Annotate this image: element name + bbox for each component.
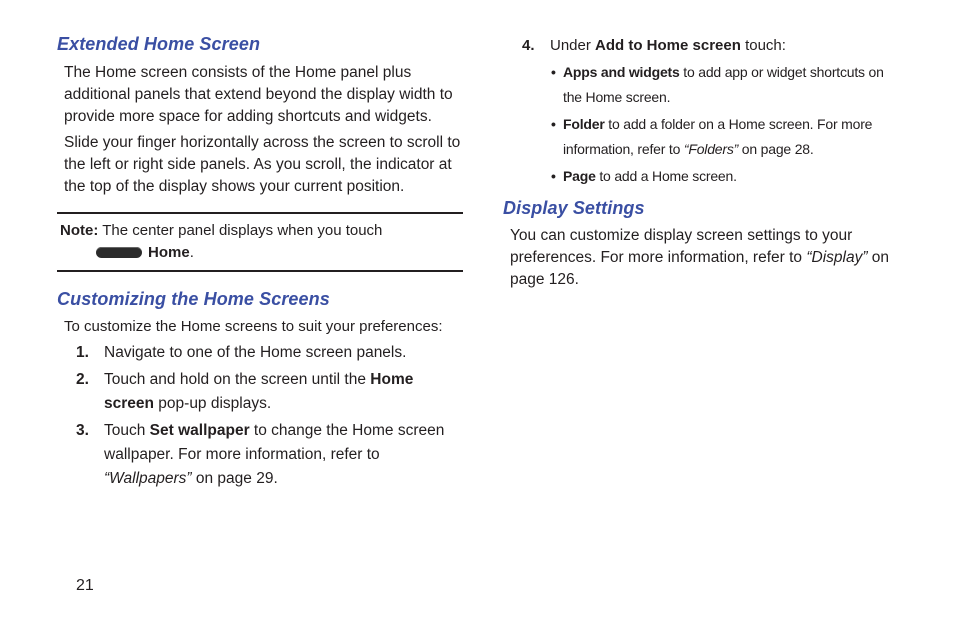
paragraph-customize-intro: To customize the Home screens to suit your preferences: [64, 318, 443, 335]
note-home-label: Home [148, 244, 190, 261]
left-column [57, 34, 463, 491]
list-item: 3. Touch Set wallpaper to change the Home screen wallpaper. For more information, refer to “Wallpapers” on page 29. [76, 422, 445, 487]
paragraph-slide-finger: Slide your finger horizontally across the screen to scroll to the left or right side panels. As you scroll, the indicator at the top of the display shows your current position. [64, 134, 461, 195]
note-box: Note: The center panel displays when you touch Home. [57, 212, 463, 272]
paragraph-home-screen-panels: The Home screen consists of the Home panel plus additional panels that extend beyond the display width to provide more space for adding shortcuts and widgets. [64, 64, 453, 125]
list-item: 1. Navigate to one of the Home screen panels. [76, 344, 407, 361]
list-item: • Apps and widgets to add app or widget shortcuts on the Home screen. [551, 64, 884, 105]
list-item: • Page to add a Home screen. [551, 168, 737, 184]
section-title-extended-home-screen: Extended Home Screen [57, 34, 261, 54]
paragraph-display-settings: You can customize display screen settings to your preferences. For more information, refer to “Display” on page 126. [510, 227, 890, 288]
section-title-customizing-home-screens: Customizing the Home Screens [57, 289, 330, 309]
section-title-display-settings: Display Settings [503, 198, 645, 218]
link-folders[interactable]: “Folders” [683, 141, 739, 157]
link-wallpapers[interactable]: “Wallpapers” [104, 470, 192, 487]
note-text: The center panel displays when you touch [98, 222, 383, 239]
link-display[interactable]: “Display” [806, 249, 868, 266]
list-item: • Folder to add a folder on a Home screen. For more information, refer to “Folders” on page 28. [551, 116, 873, 157]
home-key-icon [96, 247, 142, 258]
right-column [503, 34, 903, 291]
list-item: 4. Under Add to Home screen touch: [522, 37, 786, 54]
list-item: 2. Touch and hold on the screen until the Home screen pop-up displays. [76, 371, 414, 412]
page-number: 21 [76, 577, 94, 594]
note-label: Note: [60, 222, 99, 239]
